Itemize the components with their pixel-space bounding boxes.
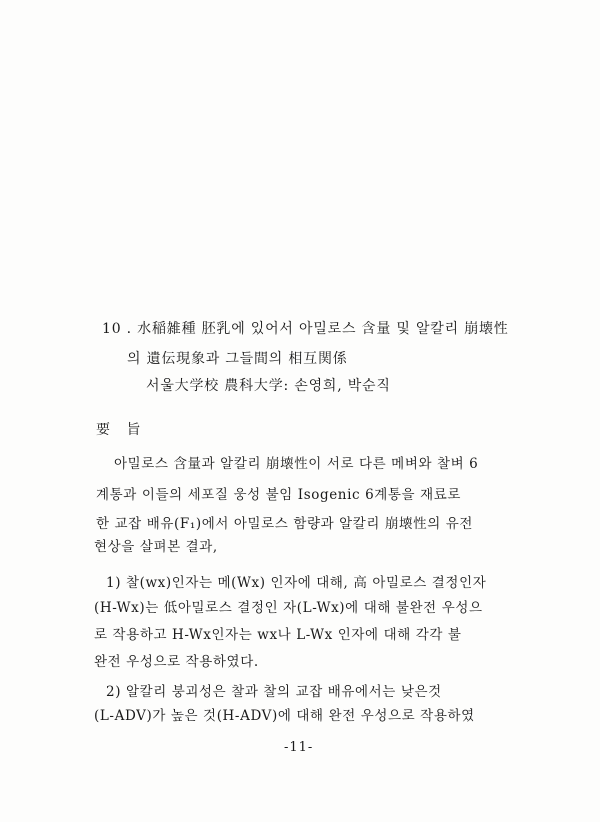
body-line-9: 2) 알칼리 붕괴성은 찰과 찰의 교잡 배유에서는 낮은것 xyxy=(106,684,442,700)
body-line-6: (H-Wx)는 低아밀로스 결정인 자(L-Wx)에 대해 불완전 우성으 xyxy=(94,600,483,616)
page-number: -11- xyxy=(284,740,314,755)
body-line-10: (L-ADV)가 높은 것(H-ADV)에 대해 완전 우성으로 작용하였 xyxy=(94,708,475,724)
body-line-4: 현상을 살펴본 결과, xyxy=(94,539,218,555)
body-line-7: 로 작용하고 H-Wx인자는 wx나 L-Wx 인자에 대해 각각 불 xyxy=(94,627,462,643)
body-line-1: 아밀로스 含量과 알칼리 崩壊性이 서로 다른 메벼와 찰벼 6 xyxy=(114,456,479,472)
body-line-2: 계통과 이들의 세포질 웅성 불임 Isogenic 6계통을 재료로 xyxy=(96,487,461,503)
section-heading: 要 旨 xyxy=(96,422,147,438)
body-line-3: 한 교잡 배유(F₁)에서 아밀로스 함량과 알칼리 崩壊性의 유전 xyxy=(96,516,474,532)
author-affiliation: 서울大学校 農科大学: 손영희, 박순직 xyxy=(146,378,391,394)
title-line-2: 의 遺伝現象과 그들間의 相互関係 xyxy=(127,351,348,367)
body-line-8: 완전 우성으로 작용하였다. xyxy=(94,654,259,670)
title-line-1: 10 . 水稲雑種 胚乳에 있어서 아밀로스 含量 및 알칼리 崩壊性 xyxy=(102,321,509,337)
body-line-5: 1) 찰(wx)인자는 메(Wx) 인자에 대해, 高 아밀로스 결정인자 xyxy=(106,575,487,591)
